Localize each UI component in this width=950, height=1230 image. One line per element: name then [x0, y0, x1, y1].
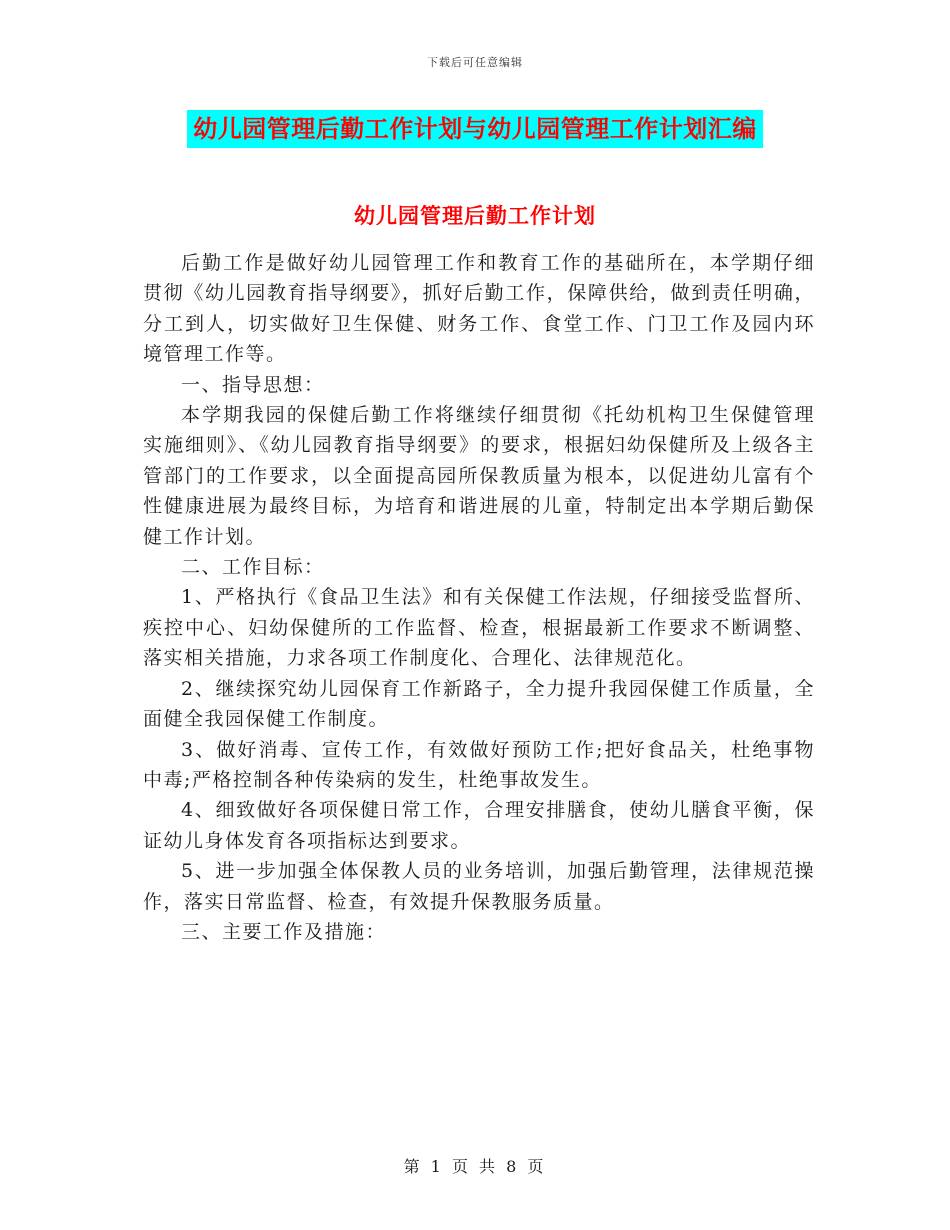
page-footer: 第 1 页 共 8 页 [403, 1157, 547, 1176]
section-title: 幼儿园管理后勤工作计划 [354, 204, 596, 228]
paragraph-goal-2: 2、继续探究幼儿园保育工作新路子，全力提升我园保健工作质量，全面健全我园保健工作制度。 [143, 677, 815, 731]
paragraph-goal-5: 5、进一步加强全体保教人员的业务培训，加强后勤管理，法律规范操作，落实日常监督、检查，有效提升保教服务质量。 [143, 860, 815, 913]
heading-main-work: 三、主要工作及措施： [181, 920, 387, 943]
document-title-wrapper [0, 110, 950, 148]
document-title: 幼儿园管理后勤工作计划与幼儿园管理工作计划汇编 [187, 110, 763, 148]
paragraph-goal-1: 1、严格执行《食品卫生法》和有关保健工作法规，仔细接受监督所、疾控中心、妇幼保健所的工作监督、检查，根据最新工作要求不断调整、落实相关措施，力求各项工作制度化、合理化、法律规范化。 [143, 586, 815, 670]
paragraph-guiding-thought: 本学期我园的保健后勤工作将继续仔细贯彻《托幼机构卫生保健管理实施细则》、《幼儿园教育指导纲要》的要求，根据妇幼保健所及上级各主管部门的工作要求，以全面提高园所保教质量为根本，以促进幼儿富有个性健康进展为最终目标，为培育和谐进展的儿童，特制定出本学期后勤保健工作计划。 [143, 404, 815, 548]
document-body [143, 248, 815, 947]
heading-work-goals: 二、工作目标： [181, 556, 325, 579]
paragraph-goal-4: 4、细致做好各项保健日常工作，合理安排膳食，使幼儿膳食平衡，保证幼儿身体发育各项指标达到要求。 [143, 799, 815, 852]
paragraph-goal-3: 3、做好消毒、宣传工作，有效做好预防工作;把好食品关，杜绝事物中毒;严格控制各种传染病的发生，杜绝事故发生。 [143, 738, 815, 791]
heading-guiding-thought: 一、指导思想： [181, 373, 325, 396]
page-header-note: 下载后可任意编辑 [427, 56, 523, 69]
paragraph-intro: 后勤工作是做好幼儿园管理工作和教育工作的基础所在，本学期仔细贯彻《幼儿园教育指导纲要》，抓好后勤工作，保障供给，做到责任明确，分工到人，切实做好卫生保健、财务工作、食堂工作、门卫工作及园内环境管理工作等。 [143, 252, 815, 366]
